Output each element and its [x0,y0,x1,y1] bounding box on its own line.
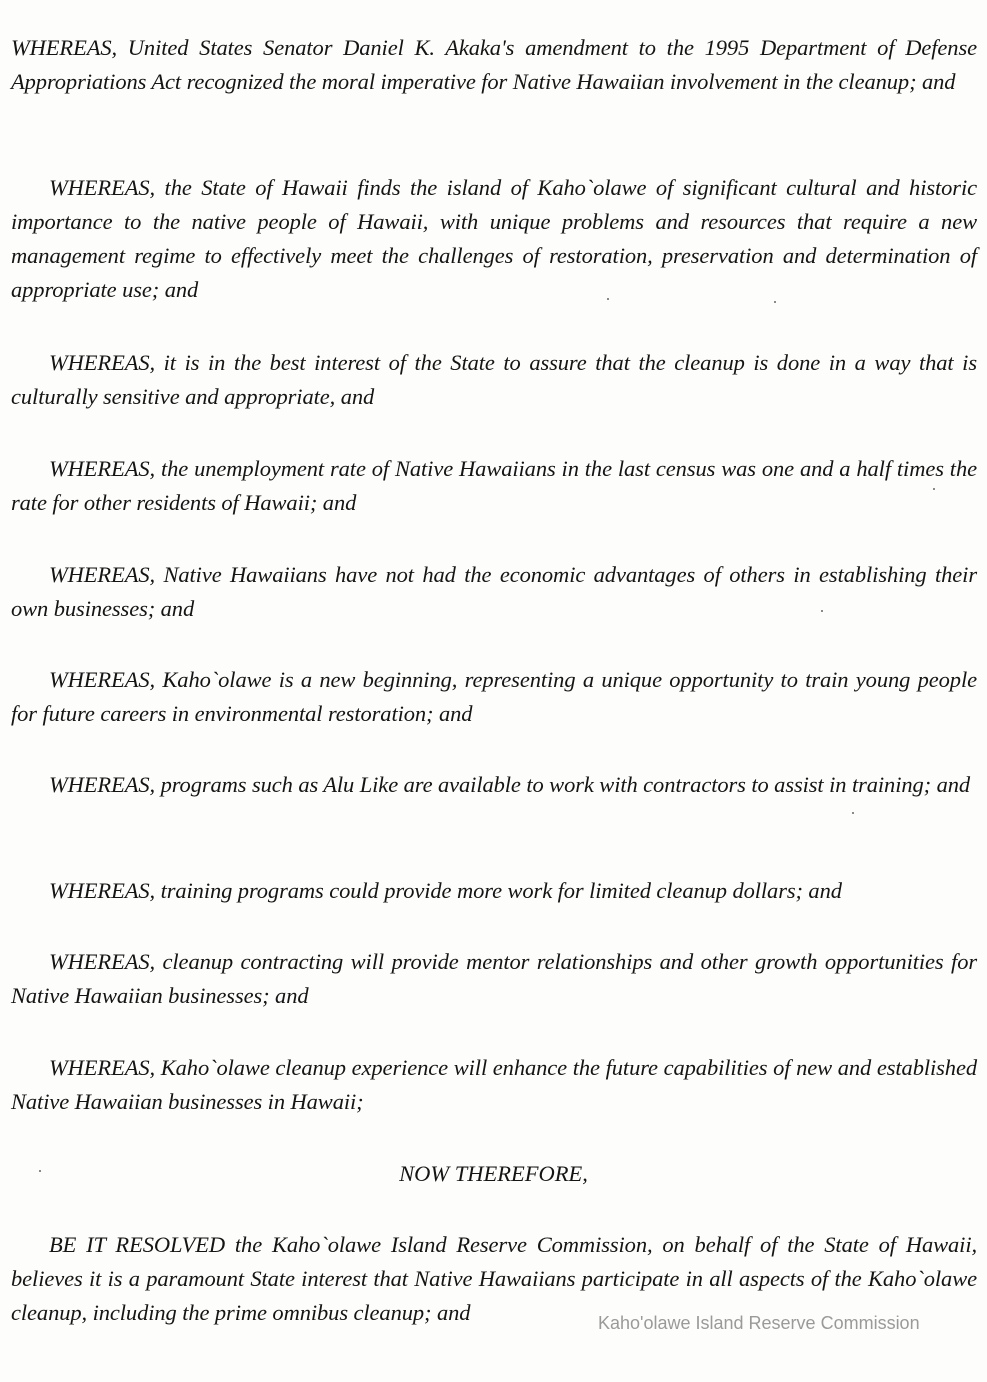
whereas-paragraph-alu-like: WHEREAS, programs such as Alu Like are available to work with contractors to assist in training; and [49,772,971,797]
whereas-paragraph-new-beginning: WHEREAS, Kaho`olawe is a new beginning, representing a unique opportunity to train young people for future careers in environmental restoration; and [11,667,977,726]
commission-watermark: Kaho'olawe Island Reserve Commission [598,1313,920,1333]
scan-speck [774,301,776,303]
whereas-paragraph-akaka: WHEREAS, United States Senator Daniel K. Akaka's amendment to the 1995 Department of Defense Appropriations Act recognized the moral imperative for Native Hawaiian involvement in the cleanup; and [11,35,977,94]
whereas-paragraph-economic-advantages: WHEREAS, Native Hawaiians have not had the economic advantages of others in establishing their own businesses; and [11,562,977,621]
scan-speck [933,488,935,490]
whereas-paragraph-training-programs: WHEREAS, training programs could provide more work for limited cleanup dollars; and [49,878,842,903]
whereas-paragraph-best-interest: WHEREAS, it is in the best interest of the State to assure that the cleanup is done in a way that is culturally sensitive and appropriate, and [11,350,977,409]
whereas-paragraph-cleanup-experience: WHEREAS, Kaho`olawe cleanup experience will enhance the future capabilities of new and established Native Hawaiian businesses in Hawaii; [11,1055,977,1114]
whereas-paragraph-cultural-importance: WHEREAS, the State of Hawaii finds the island of Kaho`olawe of significant cultural and historic importance to the native people of Hawaii, with unique problems and resources that require a new management regime to effectively meet the challenges of restoration, preservation and determination of appropriate use; and [11,175,977,302]
whereas-paragraph-mentor-relationships: WHEREAS, cleanup contracting will provide mentor relationships and other growth opportunities for Native Hawaiian businesses; and [11,949,977,1008]
scan-speck [39,1170,41,1172]
scan-speck [852,812,854,814]
now-therefore-heading: NOW THEREFORE, [399,1161,588,1186]
scan-speck [821,610,823,612]
scan-speck [607,298,609,300]
whereas-paragraph-unemployment: WHEREAS, the unemployment rate of Native Hawaiians in the last census was one and a half times the rate for other residents of Hawaii; and [11,456,977,515]
be-it-resolved-paragraph: BE IT RESOLVED the Kaho`olawe Island Reserve Commission, on behalf of the State of Hawaii, believes it is a paramount State interest that Native Hawaiians participate in all aspects of the Kaho`olawe cleanup, including the prime omnibus cleanup; and [11,1232,977,1325]
